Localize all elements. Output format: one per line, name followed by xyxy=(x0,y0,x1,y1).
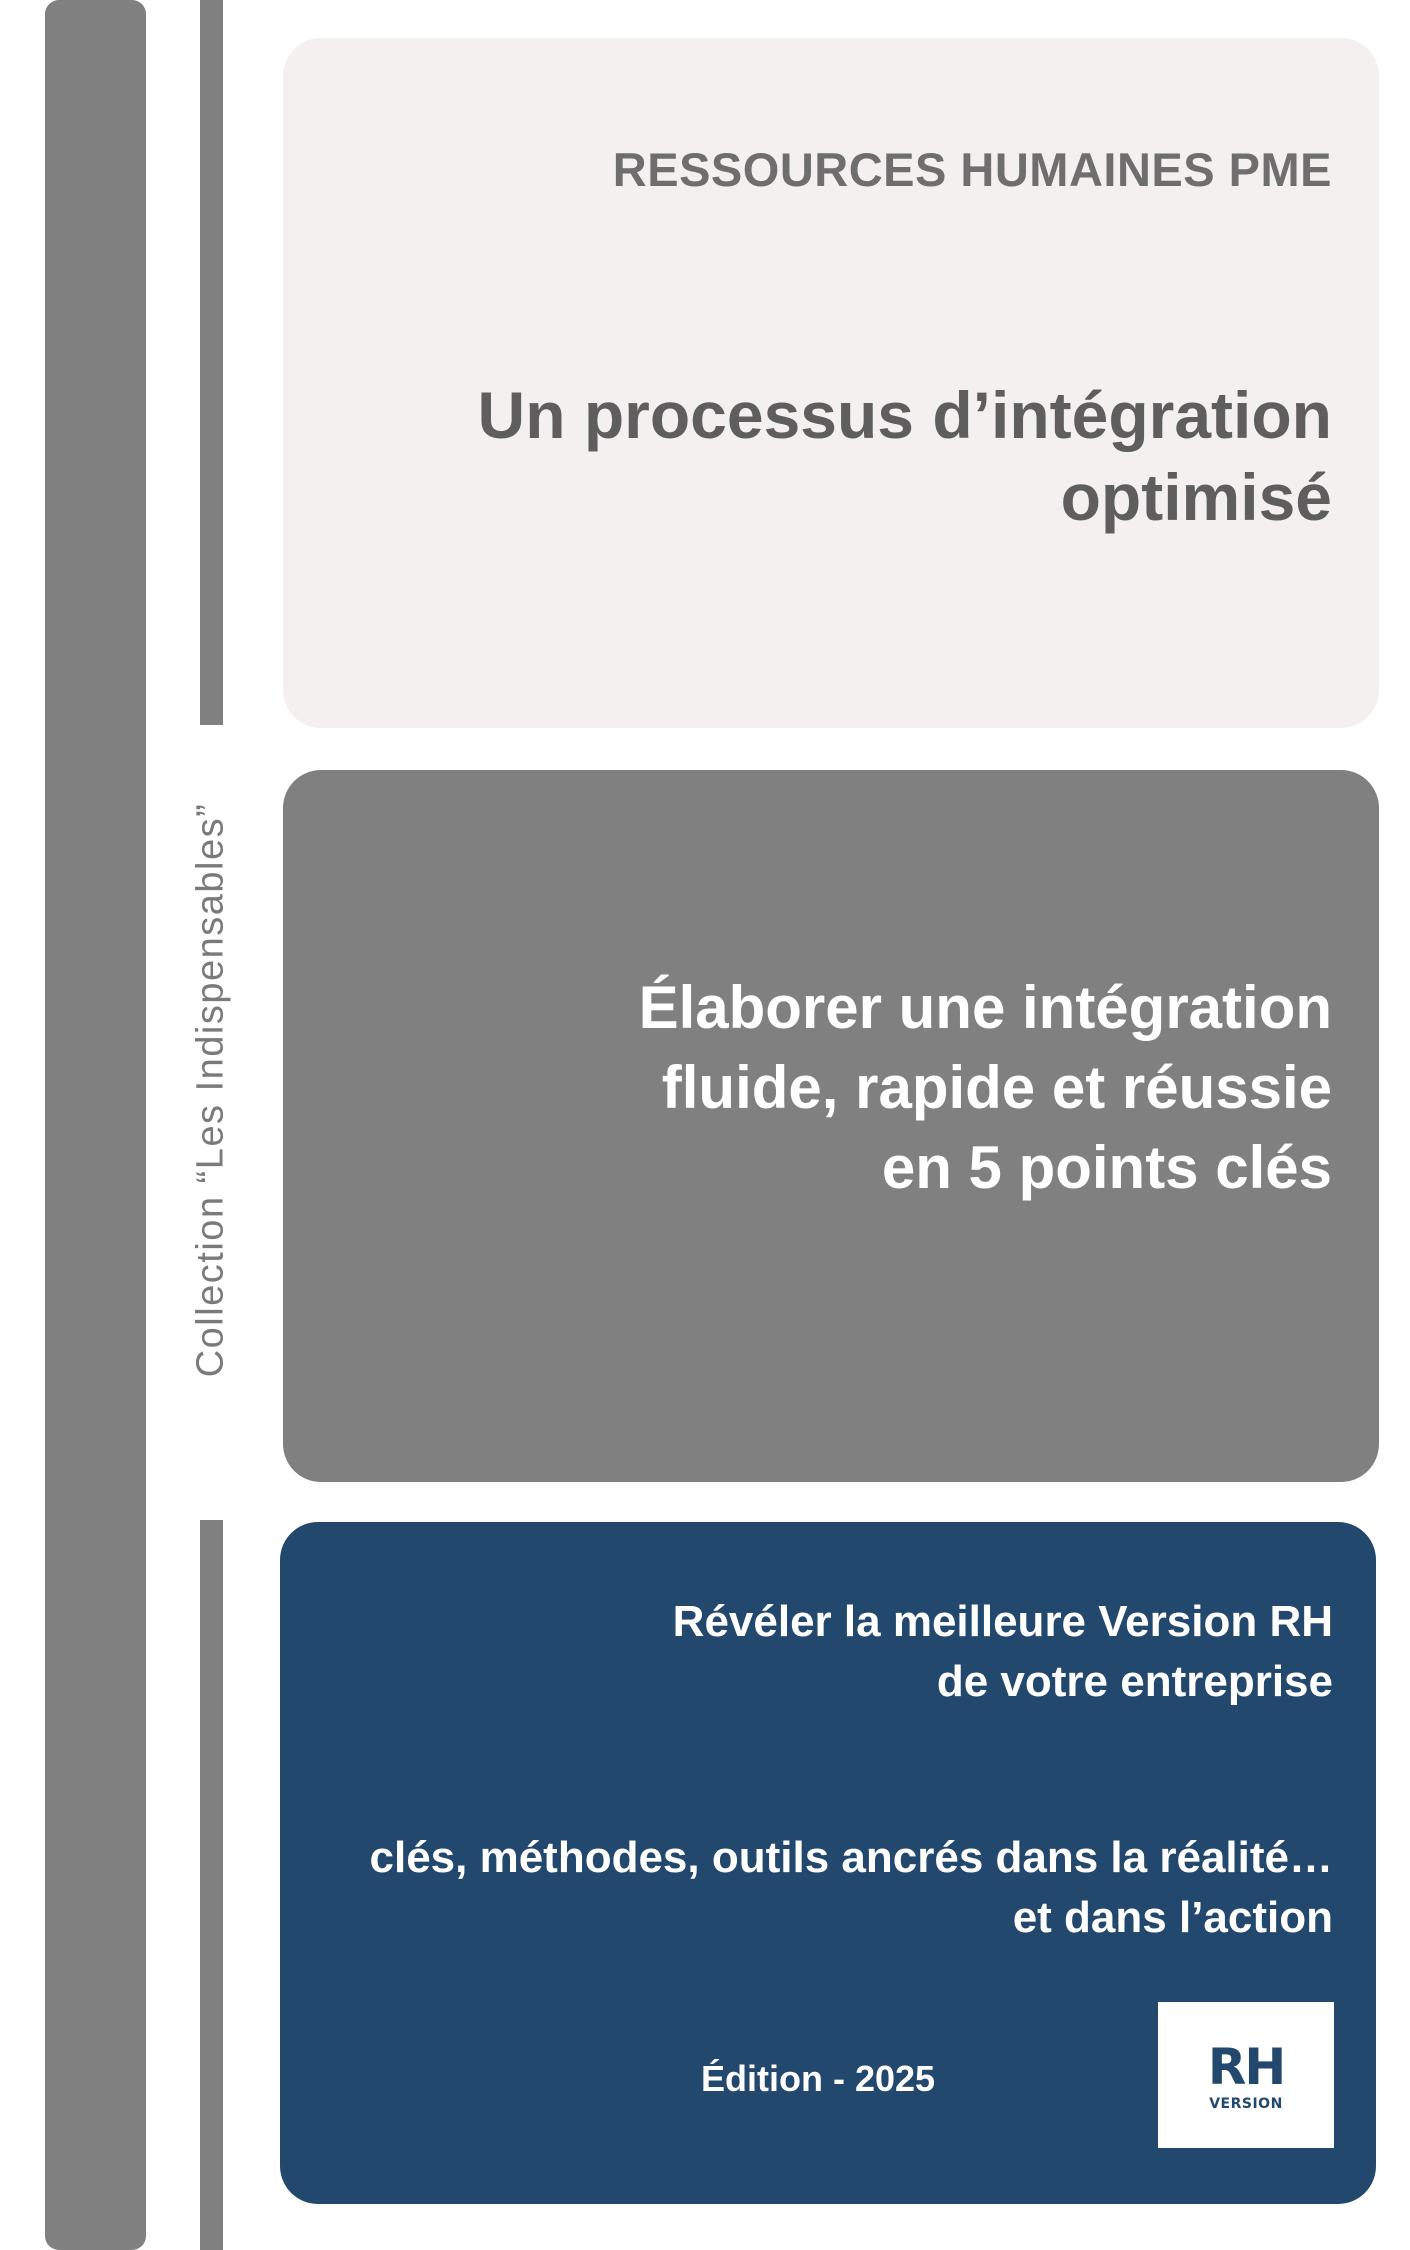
subtitle-line-2: fluide, rapide et réussie xyxy=(661,1054,1332,1121)
subtitle-line-3: en 5 points clés xyxy=(881,1134,1332,1201)
rh-version-logo xyxy=(1158,2002,1334,2148)
logo-word: VERSION xyxy=(1209,2096,1283,2112)
title-line-1: Un processus d’intégration xyxy=(477,378,1332,452)
header-panel xyxy=(283,38,1379,728)
vertical-rule-top xyxy=(200,0,223,725)
tagline-secondary xyxy=(293,1828,1333,1948)
footer-panel xyxy=(280,1522,1376,2204)
subtitle xyxy=(432,968,1332,1208)
tagline-line-2: de votre entreprise xyxy=(936,1657,1333,1706)
vertical-rule-bottom xyxy=(200,1520,223,2250)
page-title xyxy=(432,374,1332,538)
edition-label: Édition - 2025 xyxy=(701,2058,936,2099)
subtitle-panel xyxy=(283,770,1379,1482)
eyebrow-label: RESSOURCES HUMAINES PME xyxy=(612,143,1332,196)
spine-bar xyxy=(45,0,146,2250)
subtitle-line-1: Élaborer une intégration xyxy=(638,974,1332,1041)
tagline-secondary-line-1: clés, méthodes, outils ancrés dans la réalité… xyxy=(369,1833,1333,1882)
collection-label: Collection “Les Indispensables” xyxy=(189,802,232,1378)
tagline xyxy=(353,1592,1333,1712)
tagline-secondary-line-2: et dans l’action xyxy=(1012,1893,1333,1942)
title-line-2: optimisé xyxy=(1060,460,1332,534)
logo-mark: RH xyxy=(1207,2038,1285,2096)
tagline-line-1: Révéler la meilleure Version RH xyxy=(672,1597,1333,1646)
